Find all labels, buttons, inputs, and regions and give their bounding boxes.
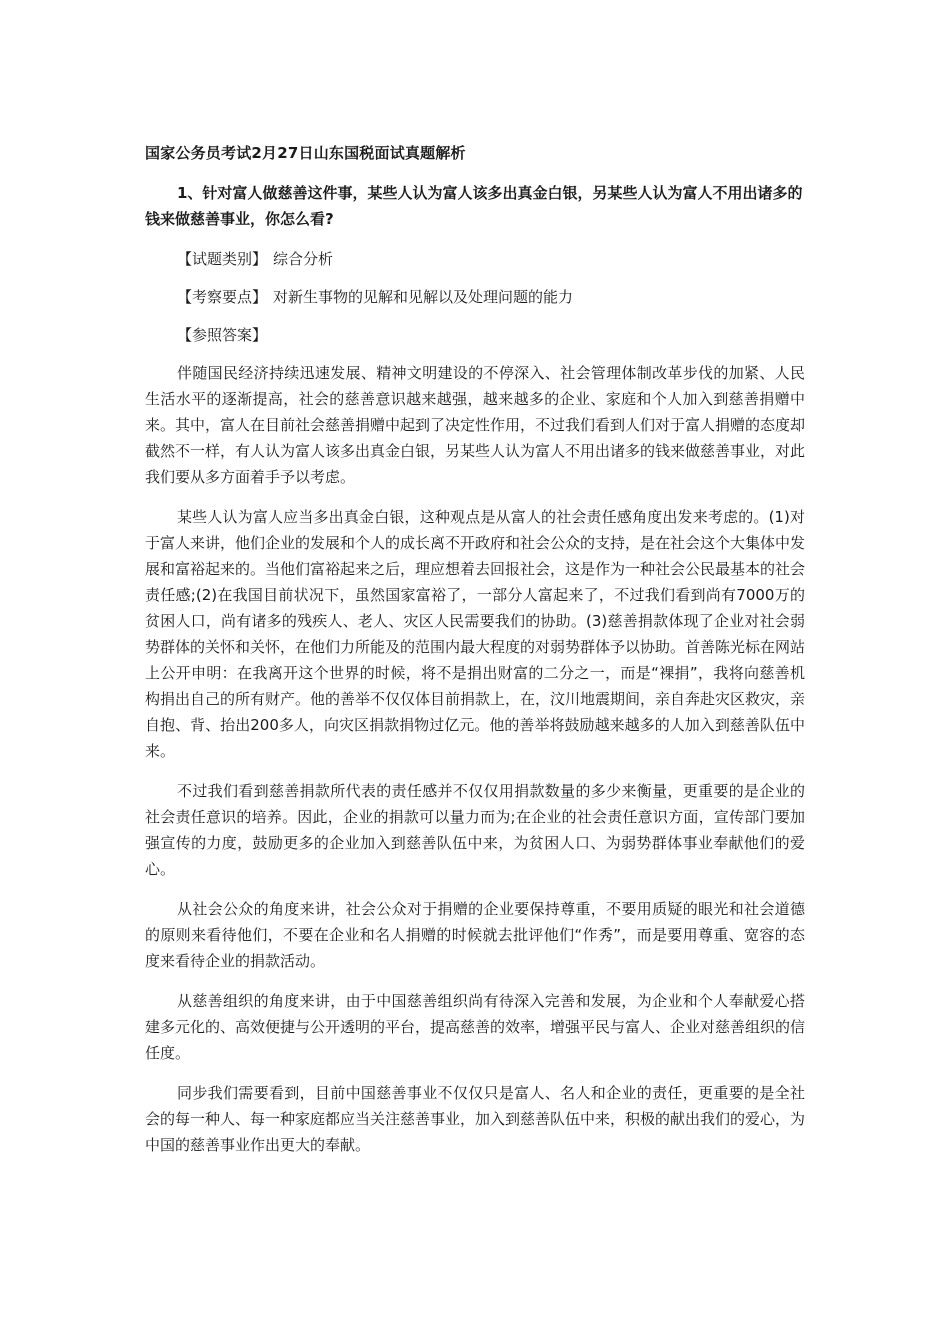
document-page xyxy=(145,140,805,1172)
meta-category-label: 【试题类别】 xyxy=(177,250,268,268)
answer-paragraph-4: 从社会公众的角度来讲，社会公众对于捐赠的企业要保持尊重，不要用质疑的眼光和社会道德的原则来看待他们，不要在企业和名人捐赠的时候就去批评他们“作秀”，而是要用尊重、宽容的态度来看待企业的捐款活动。 xyxy=(145,900,805,970)
meta-answer xyxy=(145,322,805,348)
meta-answer-label: 【参照答案】 xyxy=(177,326,268,344)
meta-category-value: 综合分析 xyxy=(273,250,334,268)
question-text: 1、针对富人做慈善这件事，某些人认为富人该多出真金白银，另某些人认为富人不用出诸多的钱来做慈善事业，你怎么看? xyxy=(145,184,803,228)
meta-category xyxy=(145,246,805,272)
answer-paragraph-2: 某些人认为富人应当多出真金白银，这种观点是从富人的社会责任感角度出发来考虑的。(1)对于富人来讲，他们企业的发展和个人的成长离不开政府和社会公众的支持，是在社会这个大集体中发展和富裕起来的。当他们富裕起来之后，理应想着去回报社会，这是作为一种社会公民最基本的社会责任感;(2)在我国目前状况下，虽然国家富裕了，一部分人富起来了，不过我们看到尚有7000万的贫困人口，尚有诸多的残疾人、老人、灾区人民需要我们的协助。(3)慈善捐款体现了企业对社会弱势群体的关怀和关怀，在他们力所能及的范围内最大程度的对弱势群体予以协助。首善陈光标在网站上公开申明：在我离开这个世界的时候，将不是捐出财富的二分之一，而是“裸捐”，我将向慈善机构捐出自己的所有财产。他的善举不仅仅体目前捐款上，在，汶川地震期间，亲自奔赴灾区救灾，亲自抱、背、抬出200多人，向灾区捐款捐物过亿元。他的善举将鼓励越来越多的人加入到慈善队伍中来。 xyxy=(145,508,806,760)
answer-paragraph-5: 从慈善组织的角度来讲，由于中国慈善组织尚有待深入完善和发展，为企业和个人奉献爱心搭建多元化的、高效便捷与公开透明的平台，提高慈善的效率，增强平民与富人、企业对慈善组织的信任度。 xyxy=(145,992,806,1062)
page-title: 国家公务员考试2月27日山东国税面试真题解析 xyxy=(145,144,466,162)
meta-keypoints xyxy=(145,284,805,310)
answer-paragraph-1: 伴随国民经济持续迅速发展、精神文明建设的不停深入、社会管理体制改革步伐的加紧、人民生活水平的逐渐提高，社会的慈善意识越来越强，越来越多的企业、家庭和个人加入到慈善捐赠中来。其中，富人在目前社会慈善捐赠中起到了决定性作用，不过我们看到人们对于富人捐赠的态度却截然不一样，有人认为富人该多出真金白银，另某些人认为富人不用出诸多的钱来做慈善事业，对此我们要从多方面着手予以考虑。 xyxy=(145,364,806,486)
meta-keypoints-label: 【考察要点】 xyxy=(177,288,268,306)
answer-paragraph-3: 不过我们看到慈善捐款所代表的责任感并不仅仅用捐款数量的多少来衡量，更重要的是企业的社会责任意识的培养。因此，企业的捐款可以量力而为;在企业的社会责任意识方面，宣传部门要加强宣传的力度，鼓励更多的企业加入到慈善队伍中来，为贫困人口、为弱势群体事业奉献他们的爱心。 xyxy=(145,782,805,878)
answer-paragraph-6: 同步我们需要看到，目前中国慈善事业不仅仅只是富人、名人和企业的责任，更重要的是全社会的每一种人、每一种家庭都应当关注慈善事业，加入到慈善队伍中来，积极的献出我们的爱心，为中国的慈善事业作出更大的奉献。 xyxy=(145,1084,806,1154)
meta-keypoints-value: 对新生事物的见解和见解以及处理问题的能力 xyxy=(273,288,574,306)
